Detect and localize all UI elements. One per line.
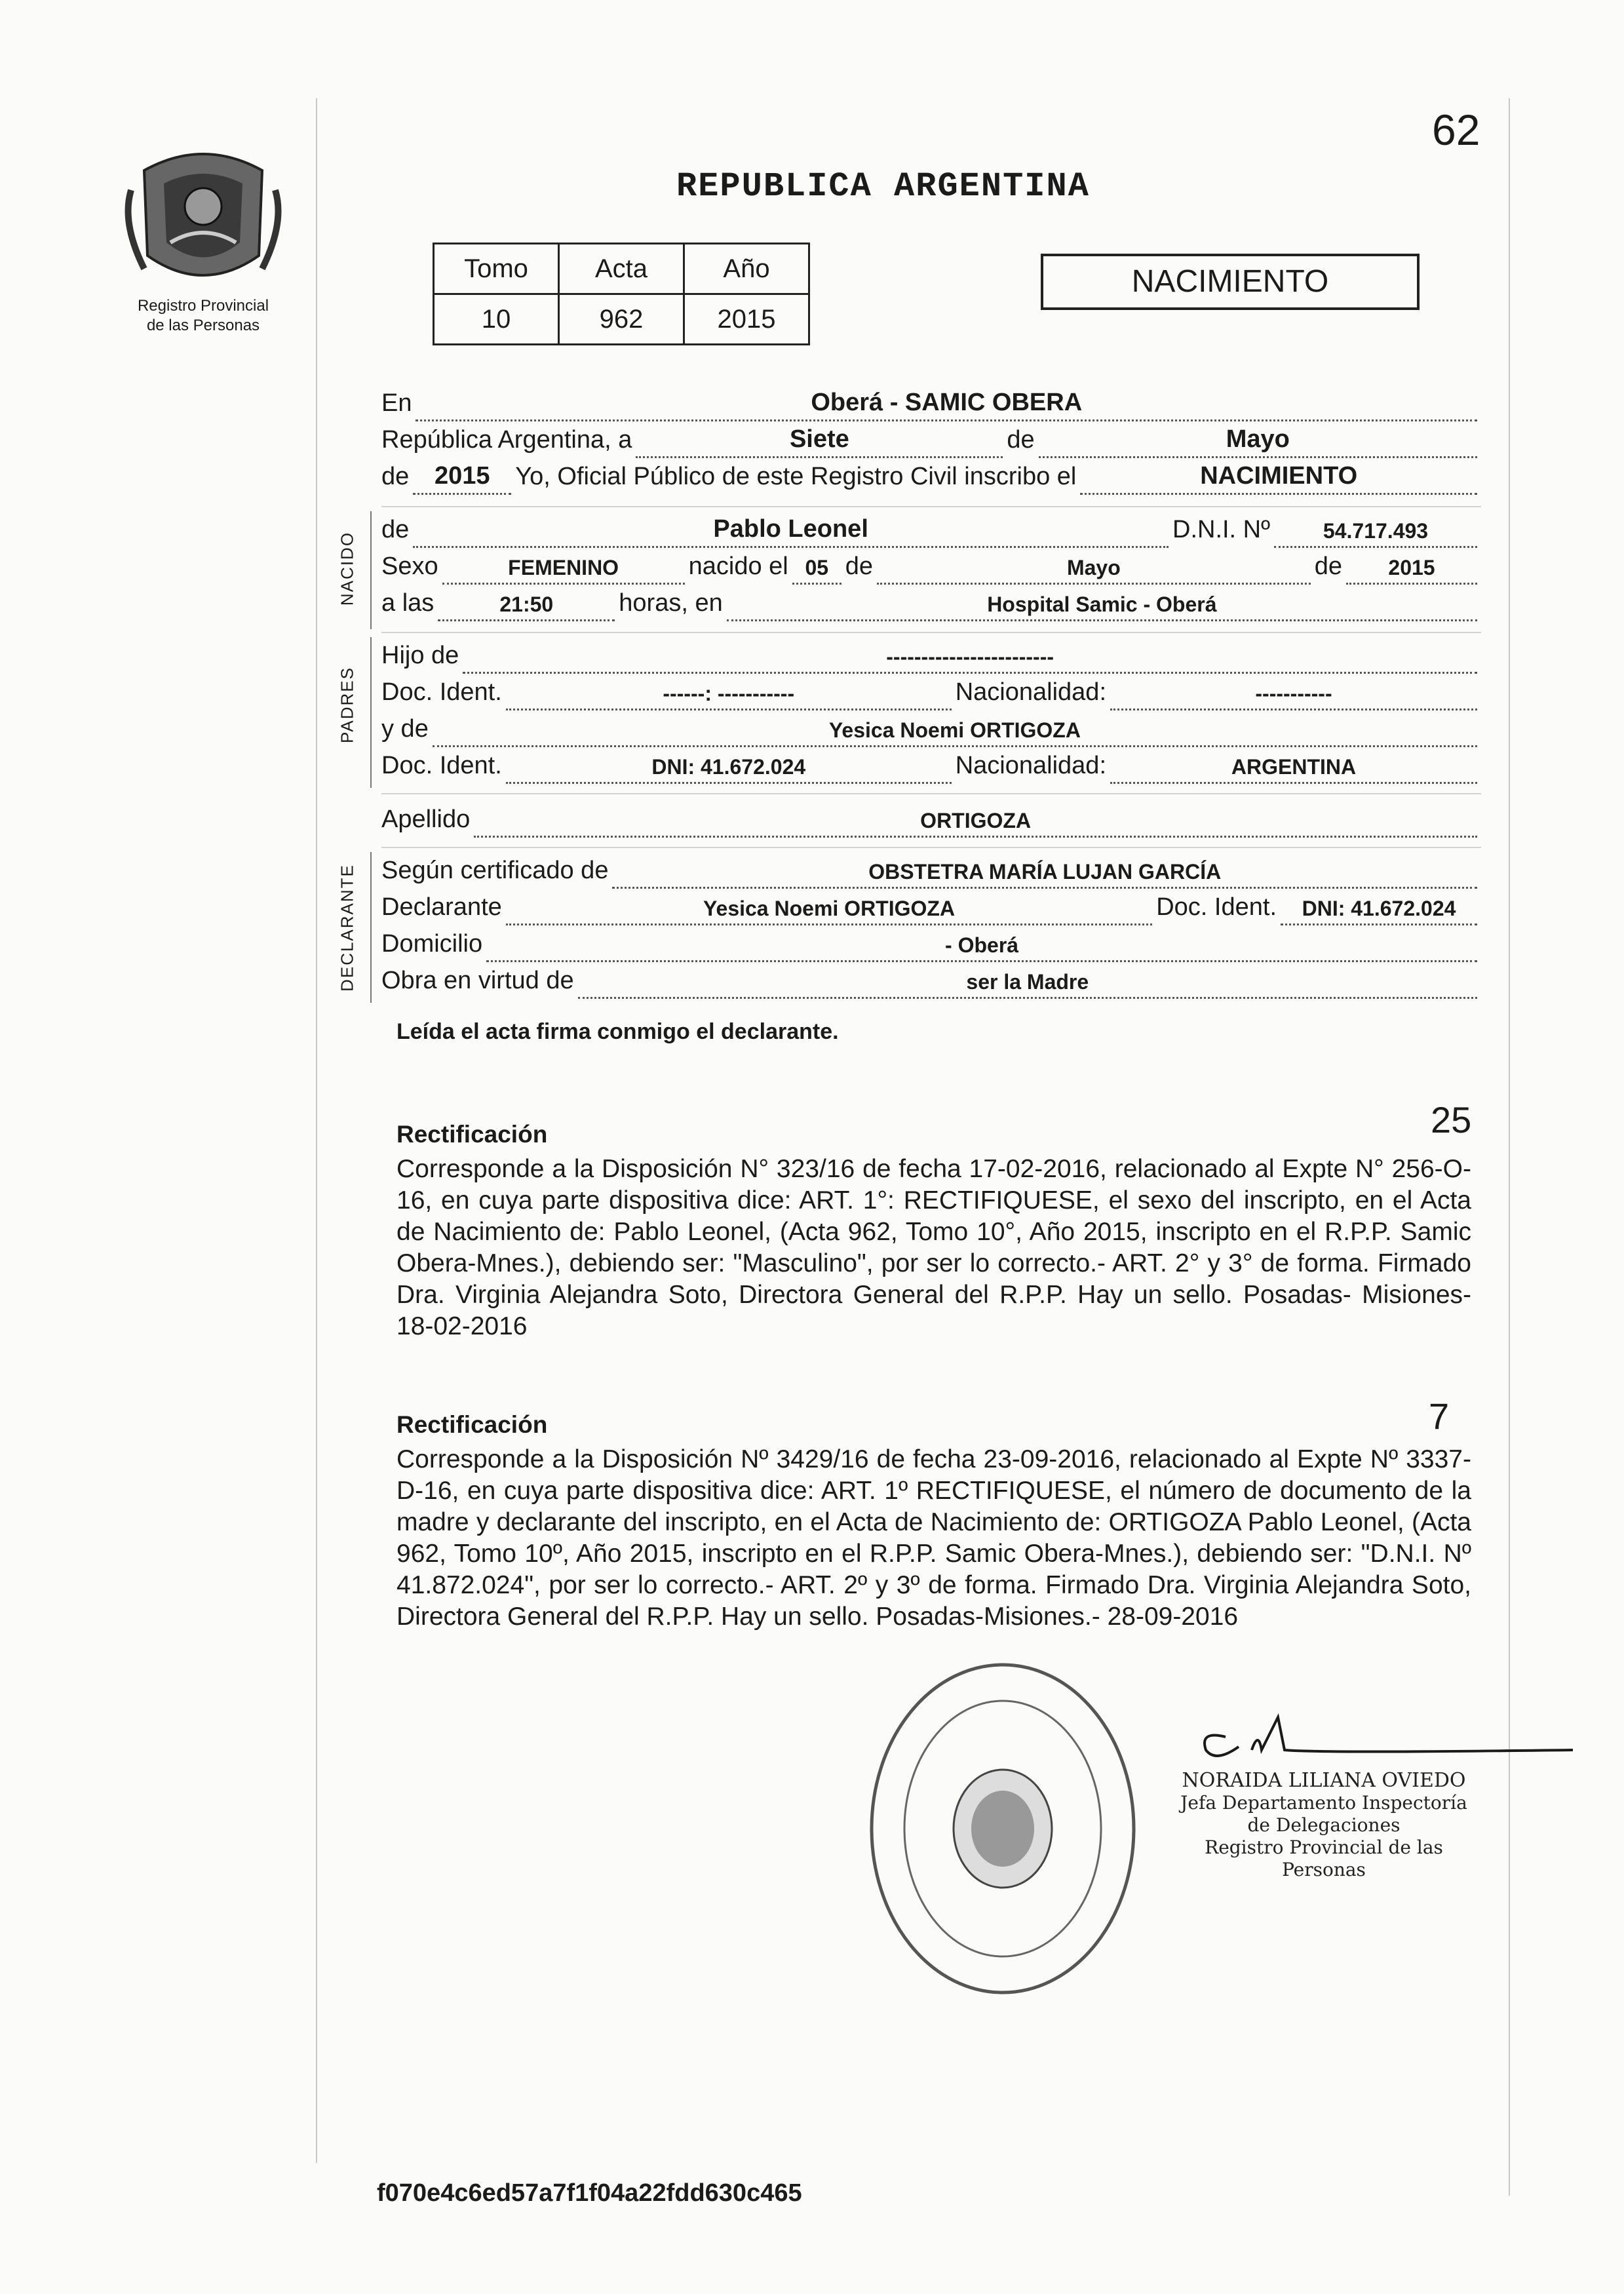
tomo-header: Tomo xyxy=(434,244,559,294)
seal-icon xyxy=(118,144,288,295)
padres-bracket xyxy=(370,637,372,788)
domicilio-field xyxy=(486,933,1477,962)
declarante-doc-value: DNI: 41.672.024 xyxy=(1302,897,1456,920)
rectification-2-number: 7 xyxy=(1429,1395,1450,1437)
separator-4 xyxy=(381,847,1481,848)
signatory-title-3: Registro Provincial de las Personas xyxy=(1205,1837,1443,1880)
obra-label: Obra en virtud de xyxy=(381,967,574,994)
yde-label: y de xyxy=(381,715,429,743)
declarante-doc-label: Doc. Ident. xyxy=(1156,893,1277,921)
signatory-block xyxy=(1173,1770,1475,1881)
nacido-de2-label: de xyxy=(1314,553,1342,580)
nacido-dia-value: 05 xyxy=(805,556,829,579)
row-madre xyxy=(381,710,1481,747)
anio-field xyxy=(413,462,511,495)
registry-label-line2: de las Personas xyxy=(146,317,260,334)
separator-2 xyxy=(381,632,1481,633)
nacido-dia-field xyxy=(792,555,841,585)
nacido-bracket xyxy=(370,511,372,629)
obra-field xyxy=(578,969,1477,999)
hijo-value: ------------------------ xyxy=(886,645,1054,669)
registry-label-line1: Registro Provincial xyxy=(137,297,269,315)
doc1-label: Doc. Ident. xyxy=(381,678,502,706)
acta-header: Acta xyxy=(559,244,684,294)
record-table xyxy=(433,243,810,345)
left-margin-line xyxy=(316,98,317,2163)
row-nombre xyxy=(381,511,1481,548)
rectification-1-title: Rectificación xyxy=(396,1121,548,1148)
handwritten-signature xyxy=(1186,1711,1579,1776)
nac1-field xyxy=(1110,681,1477,710)
side-label-nacido: NACIDO xyxy=(337,531,357,606)
hijo-field xyxy=(463,644,1477,674)
de2-label: de xyxy=(381,463,410,490)
anio-header: Año xyxy=(684,244,809,294)
nacido-anio-field xyxy=(1346,555,1477,585)
row-en xyxy=(381,385,1481,421)
row-doc1 xyxy=(381,674,1481,710)
dni-label: D.N.I. Nº xyxy=(1172,516,1270,543)
row-republica xyxy=(381,421,1481,458)
nombre-field xyxy=(413,515,1169,548)
declarante-field xyxy=(506,896,1152,925)
row-segun xyxy=(381,852,1481,889)
en-label: En xyxy=(381,389,412,417)
mes-value: Mayo xyxy=(1226,425,1290,453)
nac2-field xyxy=(1110,754,1477,784)
dia-field xyxy=(636,425,1003,458)
right-margin-line xyxy=(1509,98,1510,2196)
alas-label: a las xyxy=(381,589,435,617)
inscribo-field xyxy=(1080,462,1477,495)
sexo-value: FEMENINO xyxy=(508,556,619,579)
row-hijo xyxy=(381,637,1481,674)
nombre-value: Pablo Leonel xyxy=(713,515,868,543)
segun-value: OBSTETRA MARÍA LUJAN GARCÍA xyxy=(868,860,1222,884)
dni-value: 54.717.493 xyxy=(1323,519,1429,543)
tomo-value: 10 xyxy=(434,294,559,345)
signatory-name: NORAIDA LILIANA OVIEDO xyxy=(1182,1769,1466,1792)
row-doc2 xyxy=(381,747,1481,784)
inscribo-value: NACIMIENTO xyxy=(1200,462,1358,490)
doc1-value: ------: ----------- xyxy=(663,682,795,705)
doc2-value: DNI: 41.672.024 xyxy=(651,755,806,779)
country-title: REPUBLICA ARGENTINA xyxy=(676,167,1090,206)
anio-value: 2015 xyxy=(435,462,490,490)
hora-value: 21:50 xyxy=(499,593,554,616)
apellido-field xyxy=(474,808,1477,838)
lugar-field xyxy=(727,592,1477,621)
de-label: de xyxy=(1007,426,1035,454)
row-sexo xyxy=(381,548,1481,585)
nombre-label: de xyxy=(381,516,410,543)
rectification-2-text: Corresponde a la Disposición Nº 3429/16 de fecha 23-09-2016, relacionado al Expte Nº 3337-D-16, en cuya parte dispositiva dice: ART. 1º RECTIFIQUESE, el número de documento de la madre y declarante del inscripto, en el Acta de Nacimiento de: ORTIGOZA Pablo Leonel, (Acta 962, Tomo 10º, Año 2015, inscripto en el R.P.P. Samic Obera-Mnes.), debiendo ser: "D.N.I. Nº 41.872.024", por ser lo correcto.- ART. 2º y 3º de forma. Firmado Dra. Virginia Alejandra Soto, Directora General del R.P.P. Hay un sello. Posadas-Misiones.- 28-09-2016 xyxy=(396,1445,1471,1631)
row-hora xyxy=(381,585,1481,621)
nac2-value: ARGENTINA xyxy=(1231,755,1357,779)
en-field xyxy=(416,389,1477,421)
mes-field xyxy=(1039,425,1477,458)
stamp-icon xyxy=(865,1658,1140,1999)
document-hash: f070e4c6ed57a7f1f04a22fdd630c465 xyxy=(377,2179,802,2207)
republica-label: República Argentina, a xyxy=(381,426,632,454)
declarante-bracket xyxy=(370,852,372,1003)
obra-value: ser la Madre xyxy=(966,970,1089,994)
row-apellido xyxy=(381,801,1481,838)
en-value: Oberá - SAMIC OBERA xyxy=(811,389,1083,416)
dia-value: Siete xyxy=(789,425,849,453)
page-number: 62 xyxy=(1432,106,1480,154)
declarante-value: Yesica Noemi ORTIGOZA xyxy=(703,897,956,920)
lugar-value: Hospital Samic - Oberá xyxy=(987,593,1217,616)
declarante-label: Declarante xyxy=(381,893,502,921)
separator-1 xyxy=(381,506,1481,507)
row-declarante xyxy=(381,889,1481,925)
dni-field xyxy=(1274,518,1477,548)
nac1-value: ----------- xyxy=(1255,682,1332,705)
registry-label xyxy=(115,296,292,336)
doc2-field xyxy=(506,754,952,784)
nacido-anio-value: 2015 xyxy=(1388,556,1435,579)
rectification-1-number: 25 xyxy=(1431,1099,1472,1140)
segun-label: Según certificado de xyxy=(381,857,609,884)
nacido-mes-field xyxy=(877,555,1311,585)
side-label-declarante: DECLARANTE xyxy=(337,864,357,992)
side-label-padres: PADRES xyxy=(337,667,357,743)
domicilio-label: Domicilio xyxy=(381,930,483,958)
rectification-2-title: Rectificación xyxy=(396,1411,548,1438)
signatory-title-1: Jefa Departamento Inspectoría xyxy=(1180,1792,1467,1814)
official-stamp xyxy=(865,1658,1140,1999)
separator-3 xyxy=(381,793,1481,794)
sexo-label: Sexo xyxy=(381,553,438,580)
hijo-label: Hijo de xyxy=(381,642,459,669)
apellido-label: Apellido xyxy=(381,806,471,833)
declarante-doc-field xyxy=(1281,896,1477,925)
closing-statement: Leída el acta firma conmigo el declarante. xyxy=(396,1019,839,1044)
sexo-field xyxy=(442,555,685,585)
acta-value: 962 xyxy=(559,294,684,345)
record-type-box: NACIMIENTO xyxy=(1041,254,1420,310)
nacido-de-label: de xyxy=(845,553,874,580)
inscribo-label: Yo, Oficial Público de este Registro Civil inscribo el xyxy=(515,463,1077,490)
signatory-title-2: de Delegaciones xyxy=(1247,1814,1401,1836)
horas-label: horas, en xyxy=(619,589,723,617)
signature-icon xyxy=(1186,1711,1579,1776)
nacido-mes-value: Mayo xyxy=(1066,556,1121,579)
nac2-label: Nacionalidad: xyxy=(955,752,1106,779)
domicilio-value: - Oberá xyxy=(945,933,1019,957)
provincial-seal xyxy=(118,144,288,295)
row-domicilio xyxy=(381,925,1481,962)
segun-field xyxy=(612,859,1477,889)
doc1-field xyxy=(506,681,952,710)
nacido-label: nacido el xyxy=(688,553,788,580)
apellido-value: ORTIGOZA xyxy=(920,809,1032,832)
row-inscribo xyxy=(381,458,1481,495)
row-obra xyxy=(381,962,1481,999)
anio-value: 2015 xyxy=(684,294,809,345)
hora-field xyxy=(438,592,615,621)
nac1-label: Nacionalidad: xyxy=(955,678,1106,706)
doc2-label: Doc. Ident. xyxy=(381,752,502,779)
madre-value: Yesica Noemi ORTIGOZA xyxy=(828,718,1081,742)
madre-field xyxy=(433,718,1477,747)
rectification-1-text: Corresponde a la Disposición N° 323/16 de fecha 17-02-2016, relacionado al Expte N° 256-O-16, en cuya parte dispositiva dice: ART. 1°: RECTIFIQUESE, el sexo del inscripto, en el Acta de Nacimiento de: Pablo Leonel, (Acta 962, Tomo 10°, Año 2015, inscripto en el R.P.P. Samic Obera-Mnes.), debiendo ser: "Masculino", por ser lo correcto.- ART. 2° y 3° de forma. Firmado Dra. Virginia Alejandra Soto, Directora General del R.P.P. Hay un sello. Posadas- Misiones- 18-02-2016 xyxy=(396,1155,1471,1340)
